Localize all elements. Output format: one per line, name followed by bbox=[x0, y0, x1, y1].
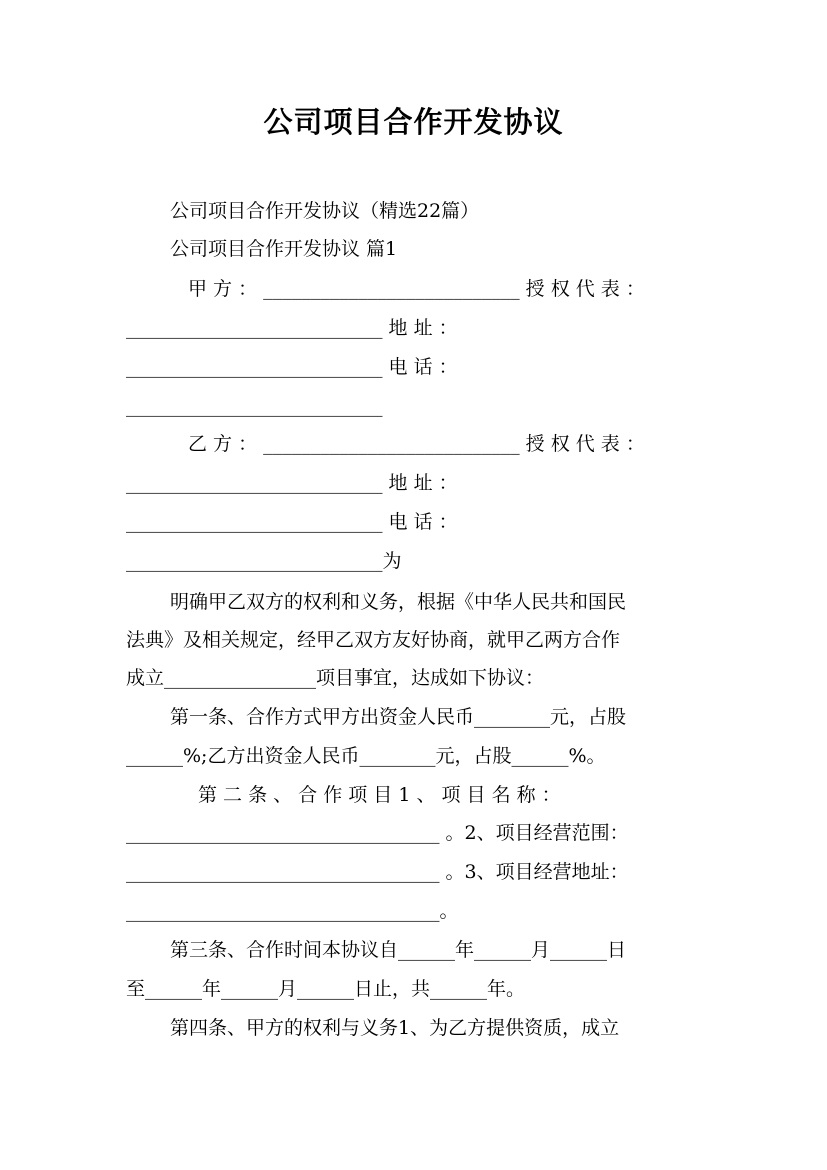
party-b-blank-line: ___________________________为 bbox=[126, 550, 402, 572]
clause-2-line: 第 二 条 、 合 作 项 目 1 、 项 目 名 称 ： bbox=[198, 784, 561, 806]
clause-2-line: _________________________________ 。2、项目经营范围： bbox=[126, 822, 629, 844]
party-a-address-line: ___________________________ 地 址 ： bbox=[126, 317, 458, 339]
party-a-phone-line: ___________________________ 电 话 ： bbox=[126, 356, 458, 378]
section-heading: 公司项目合作开发协议 篇1 bbox=[170, 238, 398, 260]
paragraph-line: 法典》及相关规定，经甲乙双方友好协商，就甲乙两方合作 bbox=[126, 629, 621, 651]
party-a-line: 甲 方 ： ___________________________ 授 权 代 表 ： bbox=[188, 278, 645, 300]
clause-1-line: 第一条、合作方式甲方出资金人民币________元，占股 bbox=[170, 706, 627, 728]
party-b-phone-line: ___________________________ 电 话 ： bbox=[126, 511, 458, 533]
paragraph-line: 明确甲乙双方的权利和义务，根据《中华人民共和国民 bbox=[170, 591, 627, 613]
party-b-line: 乙 方 ： ___________________________ 授 权 代 表 ： bbox=[188, 433, 645, 455]
clause-2-line: _________________________________ 。3、项目经营地址： bbox=[126, 861, 629, 883]
clause-4-line: 第四条、甲方的权利与义务1、为乙方提供资质，成立 bbox=[170, 1017, 620, 1039]
subtitle-line: 公司项目合作开发协议（精选22篇） bbox=[170, 200, 480, 222]
clause-1-line: ______%;乙方出资金人民币________元，占股______%。 bbox=[126, 745, 606, 767]
document-title: 公司项目合作开发协议 bbox=[263, 105, 564, 139]
party-a-blank-line: ___________________________ bbox=[126, 395, 383, 417]
clause-2-line: _________________________________。 bbox=[126, 900, 459, 922]
paragraph-line: 成立________________项目事宜，达成如下协议： bbox=[126, 667, 545, 689]
clause-3-line: 第三条、合作时间本协议自______年______月______日 bbox=[170, 939, 627, 961]
clause-3-line: 至______年______月______日止，共______年。 bbox=[126, 978, 526, 1000]
party-b-address-line: ___________________________ 地 址 ： bbox=[126, 472, 458, 494]
